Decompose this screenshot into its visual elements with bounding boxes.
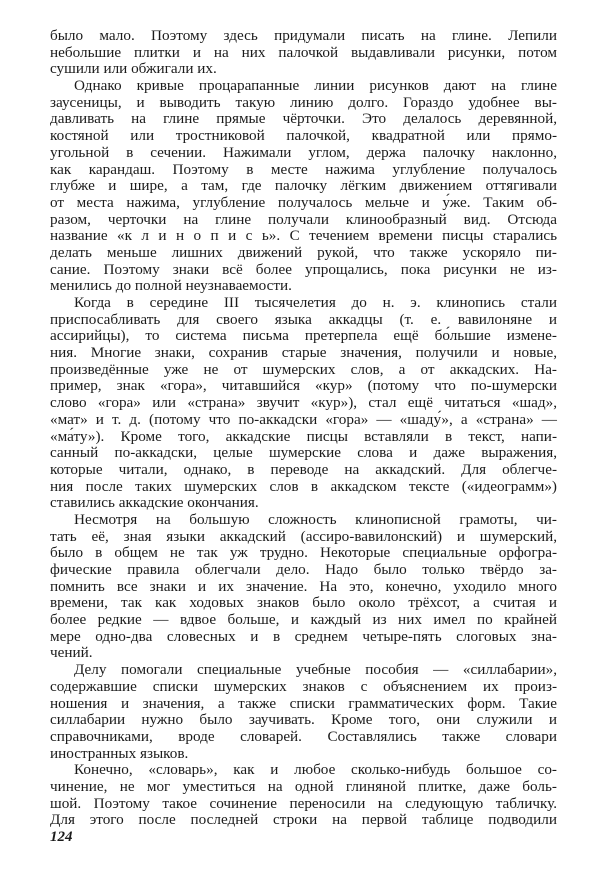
text-line: пример, знак «гора», читавшийся «кур» (потому что по-шумерски	[50, 377, 557, 395]
text-line: глубже и шире, а там, где палочку лёгким движением оттягивали	[50, 177, 557, 195]
text-line: сушили или обжигали их.	[50, 60, 217, 78]
text-line: Делу помогали специальные учебные пособия — «силлабарии»,	[74, 661, 557, 679]
paragraph	[50, 28, 557, 78]
text-line: фические правила облегчали дело. Надо было только твёрдо за-	[50, 561, 557, 578]
text-line: чений.	[50, 644, 93, 662]
text-line: помнить все знаки и их значение. На это, конечно, уходило много	[50, 577, 557, 595]
text-line: слово «гора» или «страна» звучит «кур»), стал ещё читаться «шад»,	[50, 394, 557, 412]
text-line: было мало. Поэтому здесь придумали писать на глине. Лепили	[50, 27, 557, 44]
text-line: приспосабливать для своего языка аккадцы (т. е. вавилоняне и	[50, 310, 557, 328]
text-line: чинение, не мог уместиться на одной глиняной плитке, даже боль-	[50, 777, 557, 795]
text-line: Несмотря на большую сложность клинописной грамоты, чи-	[74, 510, 557, 528]
text-line: более редкие — вдвое больше, и каждый из них имел по крайней	[50, 611, 557, 629]
text-line: иностранных языков.	[50, 744, 189, 762]
text-line: произведённые уже не от шумерских слов, а от аккадских. На-	[50, 360, 557, 378]
text-line: как карандаш. Поэтому в месте нажима углубление получалось	[50, 160, 557, 178]
text-line: ношения и значения, а также списки грамматических форм. Такие	[50, 694, 557, 712]
page-number: 124	[50, 829, 73, 845]
paragraph	[50, 78, 557, 295]
book-page-text	[50, 28, 557, 829]
text-line: разом, черточки на глине получали клинообразный вид. Отсюда	[50, 210, 557, 228]
text-line: делать меньше лишних движений рукой, что также ускоряло пи-	[50, 243, 557, 261]
text-line: Для этого после последней строки на первой таблице подводили	[50, 811, 557, 829]
text-line: Однако кривые процарапанные линии рисунков дают на глине	[74, 77, 557, 95]
text-line: менились до полной неузнаваемости.	[50, 277, 292, 295]
text-line: ния после таких шумерских слов в аккадском тексте («идеограмм»)	[50, 477, 557, 495]
text-line: костяной или тростниковой палочкой, квадратной или прямо-	[50, 127, 557, 145]
text-line: которые читали, однако, в переводе на аккадский. Для облегче-	[50, 460, 557, 478]
text-line: «ма́ту»). Кроме того, аккадские писцы вставляли в текст, напи-	[50, 427, 557, 445]
text-line: «мат» и т. д. (потому что по-аккадски «гора» — «шаду́», а «страна» —	[50, 410, 557, 428]
text-line: справочниками, вроде словарей. Составлялись также словари	[50, 727, 557, 745]
text-line: мере одно-два словесных и в среднем четыре-пять слоговых зна-	[50, 627, 557, 645]
text-line: времени, так как ходовых знаков было около трёхсот, а считая и	[50, 594, 557, 612]
text-line: Когда в середине III тысячелетия до н. э. клинопись стали	[74, 294, 557, 311]
text-line: Конечно, «словарь», как и любое сколько-нибудь большое со-	[74, 761, 557, 779]
text-line: содержавшие списки шумерских знаков с объяснением их произ-	[50, 677, 557, 695]
text-line: от места нажима, углубление получалось мельче и у́же. Таким об-	[50, 193, 557, 211]
text-line: заусеницы, и выводить такую линию долго. Гораздо удобнее вы-	[50, 93, 557, 111]
text-line: силлабарии нужно было заучивать. Кроме того, они служили и	[50, 711, 557, 729]
text-line: сание. Поэтому знаки всё более упрощались, пока рисунки не из-	[50, 260, 557, 278]
text-line: ассирийцы), то система письма претерпела ещё бо́льшие измене-	[50, 327, 557, 345]
text-line: санный по-аккадски, целые шумерские слова и даже выражения,	[50, 444, 557, 462]
text-line: название «к л и н о п и с ь». С течением времени писцы старались	[50, 227, 557, 245]
text-line: угольной в сечении. Нажимали углом, держа палочку наклонно,	[50, 143, 557, 161]
text-line: тать её, зная языки аккадский (ассиро-вавилонский) и шумерский,	[50, 527, 557, 545]
text-line: шой. Поэтому такое сочинение переносили на следующую табличку.	[50, 794, 557, 812]
paragraph	[50, 762, 557, 829]
paragraph	[50, 295, 557, 512]
paragraph	[50, 512, 557, 662]
text-line: ставились аккадские окончания.	[50, 494, 259, 512]
paragraph	[50, 662, 557, 762]
text-line: небольшие плитки и на них палочкой выдавливали рисунки, потом	[50, 43, 557, 61]
text-line: ния. Многие знаки, сохранив старые значения, получили и новые,	[50, 344, 557, 362]
text-line: было в общем не так уж трудно. Некоторые специальные орфогра-	[50, 544, 557, 562]
text-line: давливать на глине прямые чёрточки. Это делалось деревянной,	[50, 110, 557, 128]
